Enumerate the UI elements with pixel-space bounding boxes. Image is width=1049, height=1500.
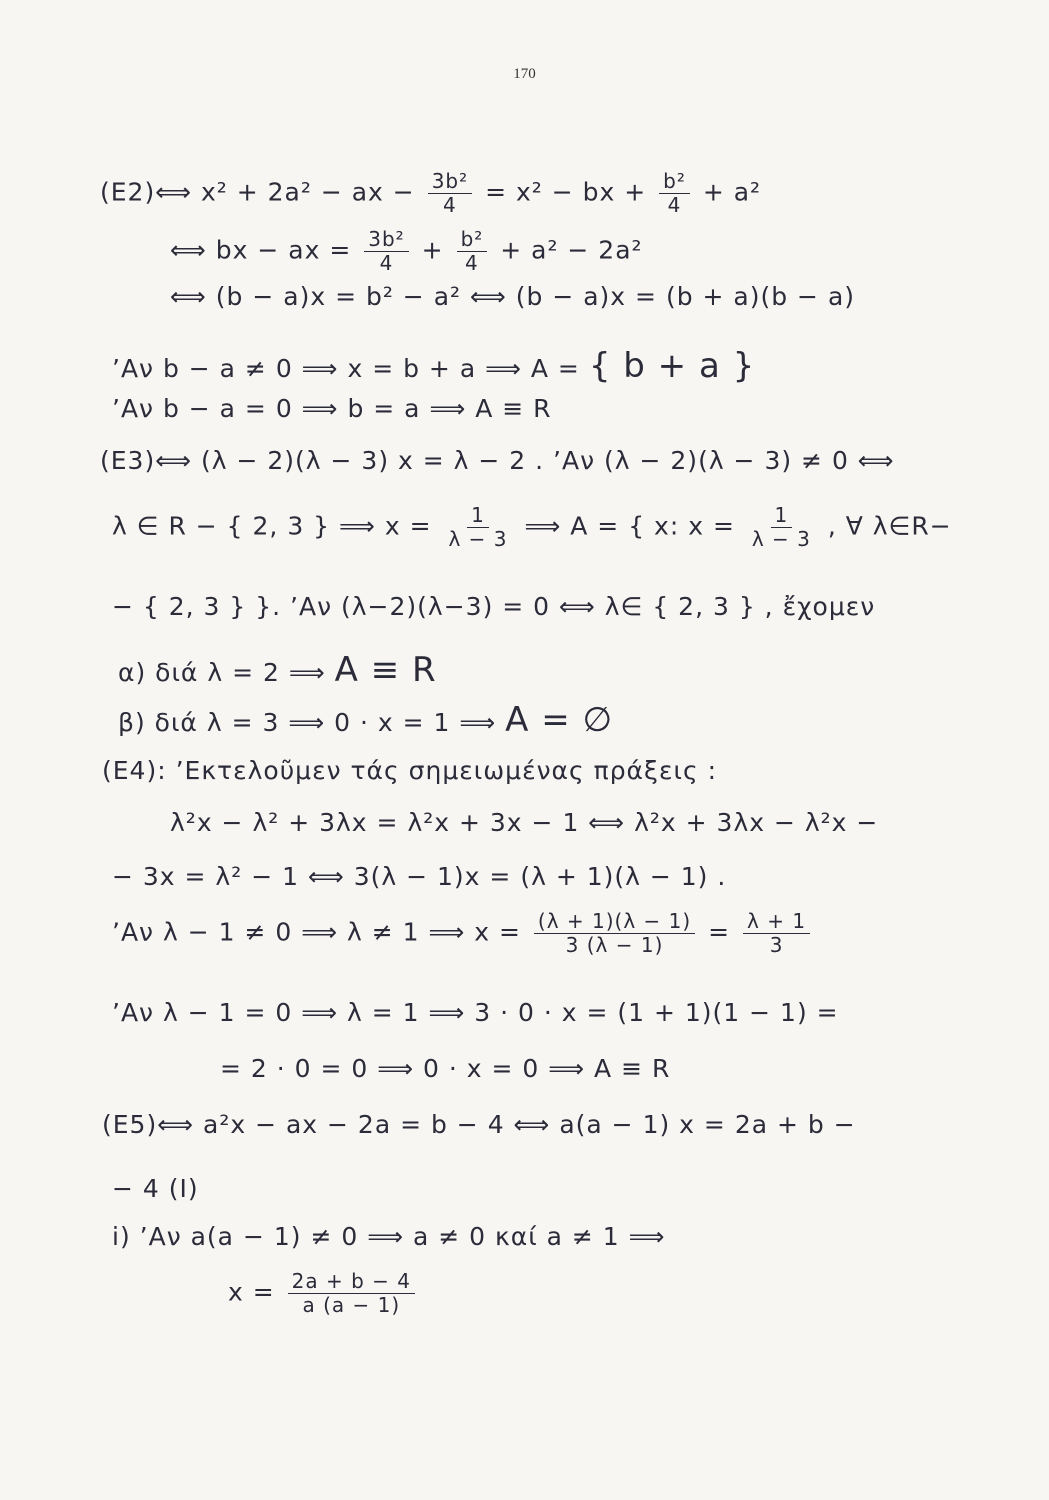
e2-line-2-fraction-1	[364, 228, 408, 275]
e3-line-2-text-b: ⟹ A = { x: x =	[524, 511, 735, 541]
e2-line-2-text-c: + a² − 2a²	[500, 235, 643, 265]
fraction-numerator: b²	[659, 170, 690, 194]
e4-line-4-text-a: ’Αν λ − 1 ≠ 0 ⟹ λ ≠ 1 ⟹ x =	[112, 917, 521, 947]
e3-line-2-fraction-2	[748, 504, 815, 551]
e5-line-4-text-a: x =	[228, 1277, 275, 1307]
e4-line-4-text-b: =	[708, 917, 731, 947]
e5-line-4-fraction-1	[288, 1270, 415, 1317]
e2-line-3: ⟺ (b − a)x = b² − a² ⟺ (b − a)x = (b + a)(b − a)	[170, 282, 856, 311]
e2-line-1	[100, 170, 761, 217]
e4-line-4-fraction-2	[743, 910, 810, 957]
e3-line-3: − { 2, 3 } }. ’Αν (λ−2)(λ−3) = 0 ⟺ λ∈ { 2, 3 } , ἔχομεν	[112, 592, 876, 621]
e2-line-1-fraction-2	[659, 170, 690, 217]
fraction-denominator: λ − 3	[751, 527, 811, 551]
fraction-numerator: λ + 1	[743, 910, 810, 934]
fraction-denominator: 4	[667, 193, 682, 217]
fraction-numerator: 3b²	[428, 170, 472, 194]
e5-line-1: (E5)⟺ a²x − ax − 2a = b − 4 ⟺ a(a − 1) x = 2a + b −	[102, 1110, 856, 1139]
e3-line-2-text-c: , ∀ λ∈R−	[827, 511, 952, 541]
fraction-denominator: 4	[443, 193, 457, 217]
fraction-numerator: (λ + 1)(λ − 1)	[534, 910, 695, 934]
e3-line-5-text-a: β) διά λ = 3 ⟹ 0 · x = 1 ⟹	[118, 708, 497, 737]
e5-line-4	[228, 1270, 419, 1317]
e5-line-3: i) ’Αν a(a − 1) ≠ 0 ⟹ a ≠ 0 καί a ≠ 1 ⟹	[112, 1222, 666, 1251]
e2-line-2-text-b: +	[421, 235, 444, 265]
e3-line-4	[118, 650, 437, 690]
e4-line-1: (E4): ’Εκτελοῦμεν τάς σημειωμένας πράξεις :	[102, 756, 717, 785]
e2-line-4-set: { b + a }	[588, 346, 756, 386]
fraction-numerator: 3b²	[364, 228, 408, 252]
e2-line-1-fraction-1	[428, 170, 472, 217]
fraction-numerator: 1	[467, 504, 489, 528]
fraction-denominator: 4	[379, 251, 394, 275]
fraction-denominator: 3	[769, 933, 784, 957]
e2-line-4-text-a: ’Αν b − a ≠ 0 ⟹ x = b + a ⟹ A =	[112, 354, 580, 383]
e4-line-4	[112, 910, 814, 957]
e4-line-6: = 2 · 0 = 0 ⟹ 0 · x = 0 ⟹ A ≡ R	[220, 1054, 671, 1083]
e4-line-4-fraction-1	[534, 910, 695, 957]
e3-line-2-fraction-1	[444, 504, 511, 551]
e2-line-1-text-c: + a²	[702, 177, 762, 207]
e3-line-4-text-a: α) διά λ = 2 ⟹	[118, 658, 326, 687]
e2-line-1-text-b: = x² − bx +	[485, 177, 647, 207]
fraction-denominator: 4	[465, 251, 479, 275]
fraction-numerator: b²	[457, 228, 488, 252]
e3-line-2-text-a: λ ∈ R − { 2, 3 } ⟹ x =	[112, 511, 432, 541]
e2-line-4	[112, 346, 755, 386]
e3-line-2	[112, 504, 952, 551]
e3-line-4-result: A ≡ R	[334, 650, 437, 690]
fraction-numerator: 1	[771, 504, 793, 528]
e3-line-1: (E3)⟺ (λ − 2)(λ − 3) x = λ − 2 . ’Αν (λ − 2)(λ − 3) ≠ 0 ⟺	[100, 446, 895, 475]
e2-line-2-fraction-2	[457, 228, 488, 275]
e4-line-5: ’Αν λ − 1 = 0 ⟹ λ = 1 ⟹ 3 · 0 · x = (1 + 1)(1 − 1) =	[112, 998, 839, 1027]
e4-line-3: − 3x = λ² − 1 ⟺ 3(λ − 1)x = (λ + 1)(λ − 1) .	[112, 862, 727, 891]
e2-line-5: ’Αν b − a = 0 ⟹ b = a ⟹ A ≡ R	[112, 394, 552, 423]
page-number: 170	[513, 66, 536, 82]
e2-line-2-text-a: ⟺ bx − ax =	[170, 235, 352, 265]
fraction-denominator: λ − 3	[448, 527, 508, 551]
fraction-denominator: 3 (λ − 1)	[565, 933, 664, 957]
e3-line-5-result: A = ∅	[505, 700, 614, 740]
e5-line-2: − 4 (I)	[112, 1174, 199, 1203]
fraction-numerator: 2a + b − 4	[288, 1270, 415, 1294]
e3-line-5	[118, 700, 613, 740]
fraction-denominator: a (a − 1)	[302, 1293, 401, 1317]
e2-line-1-text-a: (E2)⟺ x² + 2a² − ax −	[100, 177, 415, 207]
e2-line-2	[170, 228, 643, 275]
e4-line-2: λ²x − λ² + 3λx = λ²x + 3x − 1 ⟺ λ²x + 3λx − λ²x −	[170, 808, 879, 837]
